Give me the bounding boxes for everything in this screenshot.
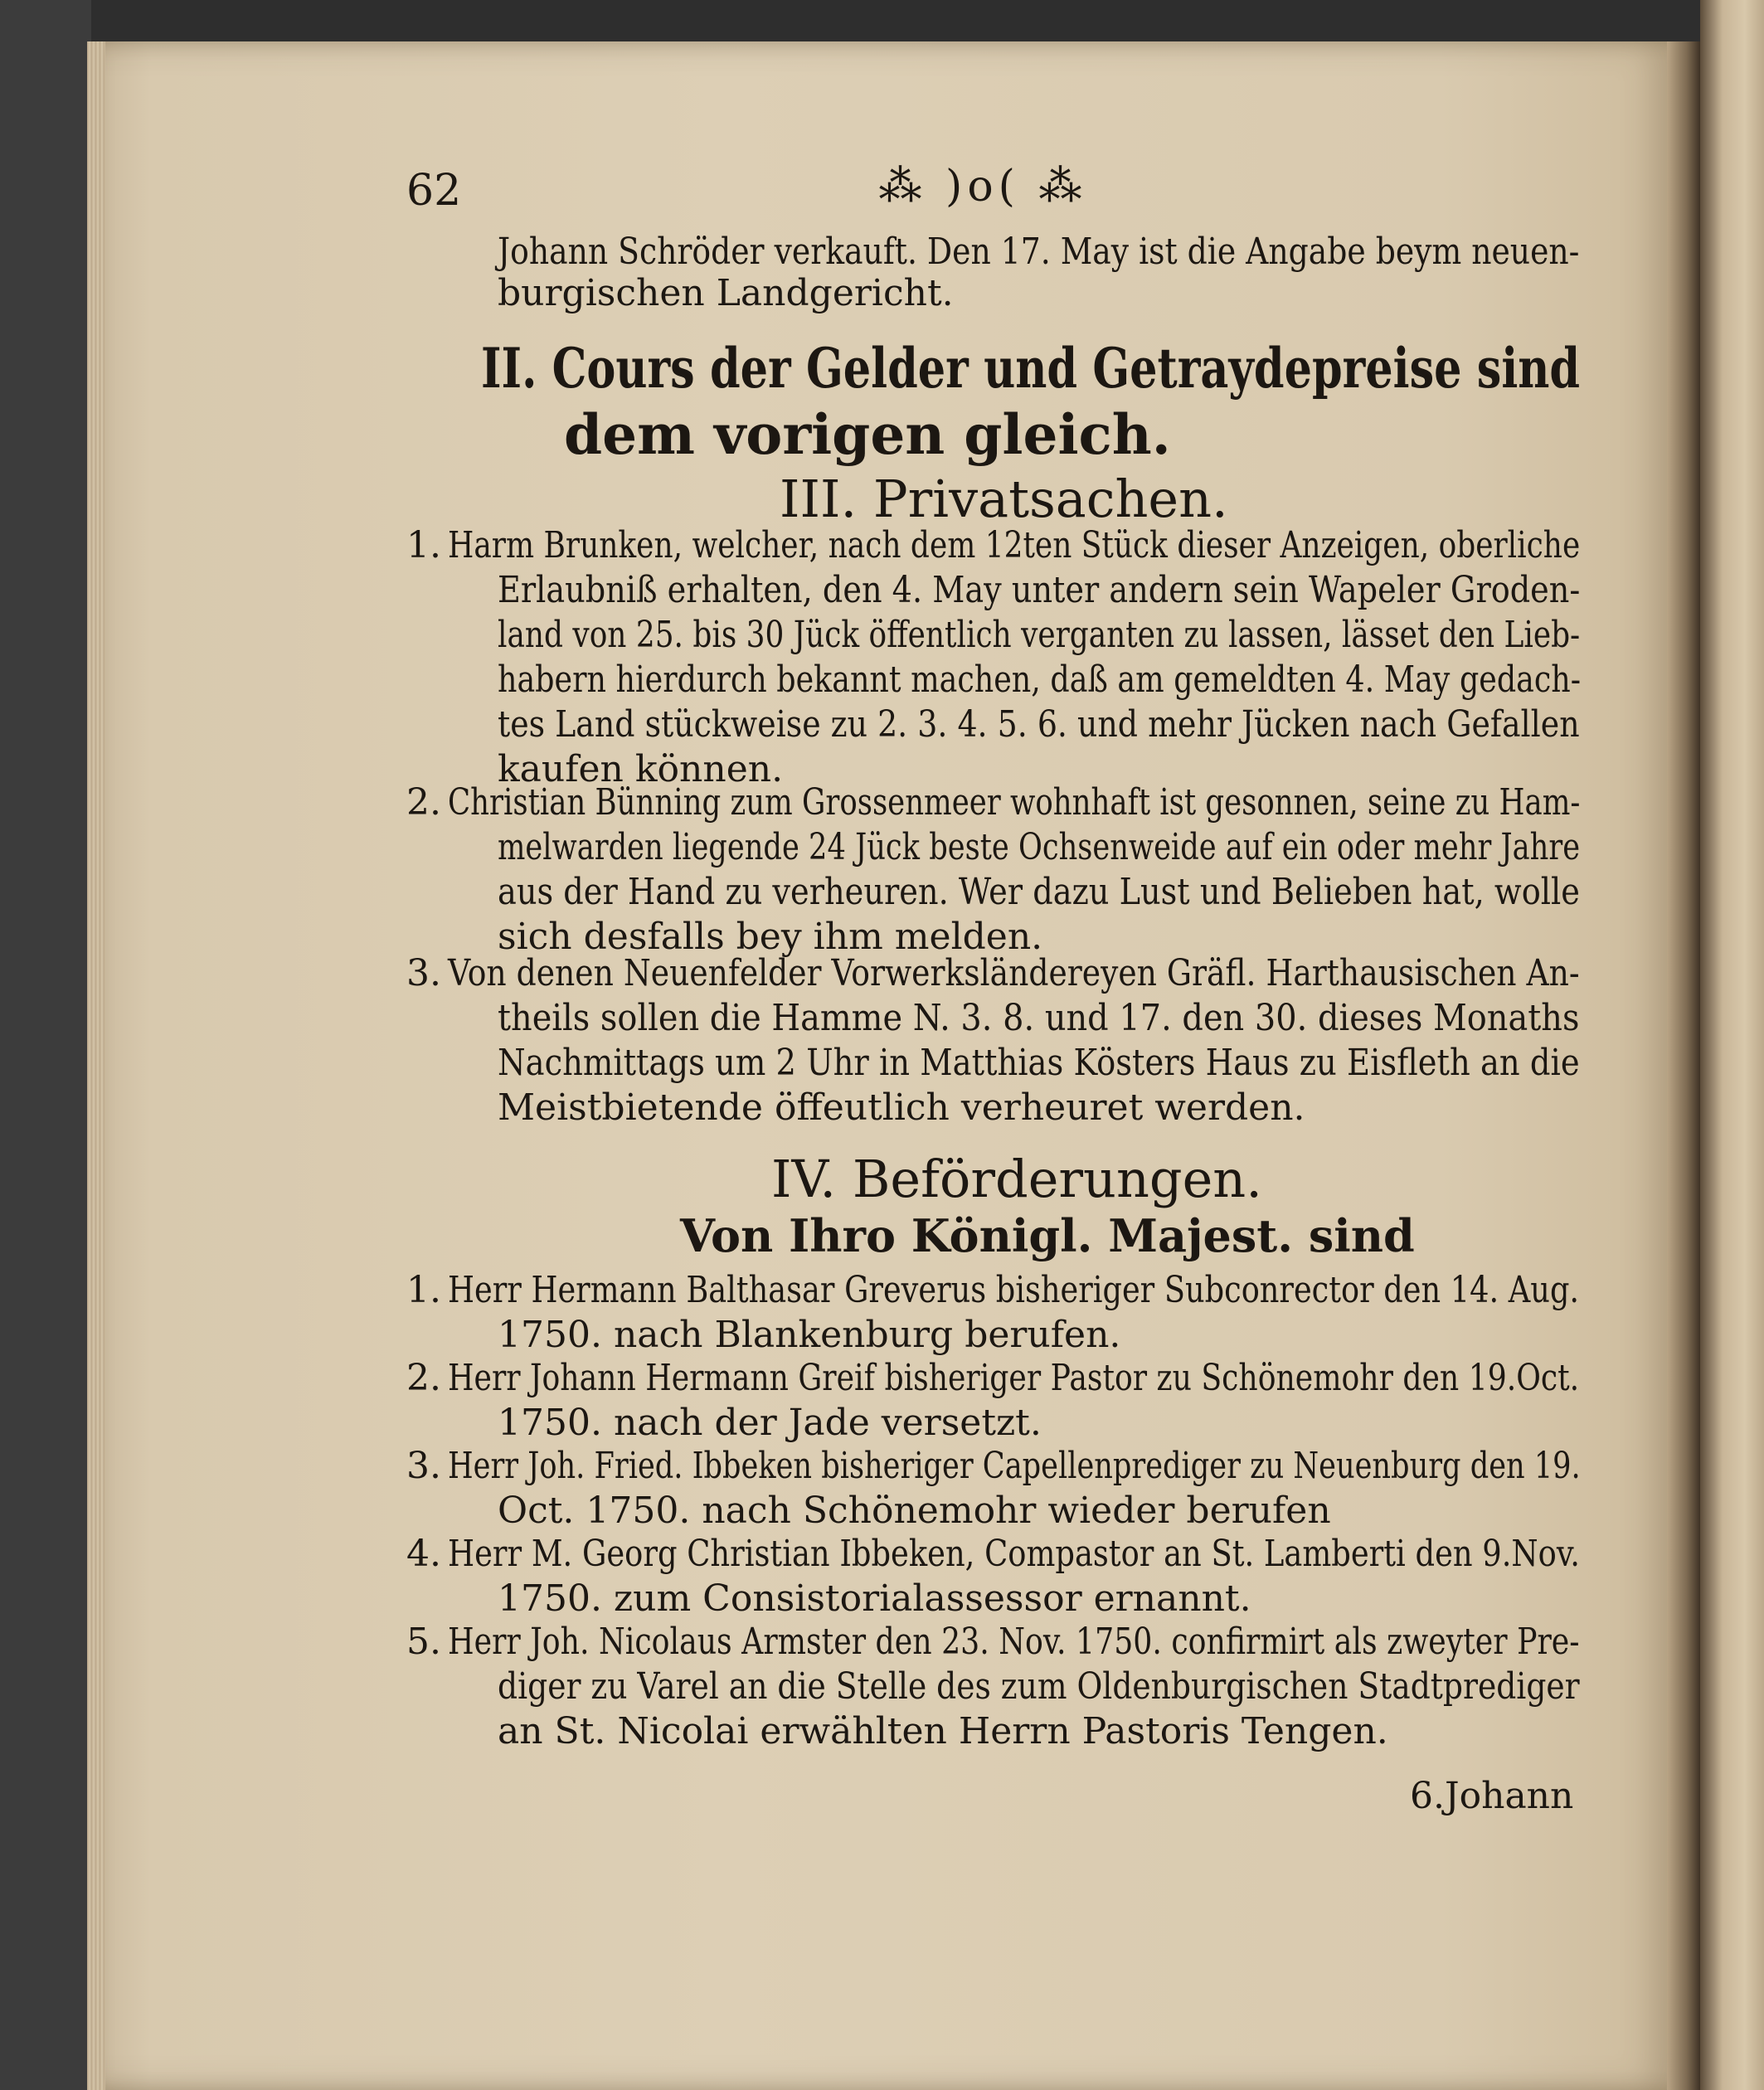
list-item-line: melwarden liegende 24 Jück beste Ochsenweide auf ein oder mehr Jahre bbox=[498, 826, 1581, 868]
list-item: Herr Joh. Fried. Ibbeken bisheriger Capellenprediger zu Neuenburg den 19. bbox=[448, 1445, 1581, 1487]
list-item-line: 1750. nach Blankenburg berufen. bbox=[498, 1314, 1121, 1356]
list-item-line: aus der Hand zu verheuren. Wer dazu Lust und Belieben hat, wolle bbox=[498, 871, 1580, 913]
list-item: Harm Brunken, welcher, nach dem 12ten Stück dieser Anzeigen, oberliche bbox=[448, 524, 1581, 566]
catchword: 6.Johann bbox=[1410, 1775, 1574, 1817]
intro-line: burgischen Landgericht. bbox=[498, 272, 954, 314]
section-iv-heading: IV. Beförderungen. bbox=[771, 1149, 1262, 1209]
item-number: 1. bbox=[406, 524, 441, 566]
item-number: 2. bbox=[406, 781, 441, 824]
item-number: 5. bbox=[406, 1621, 441, 1663]
facing-page-edge bbox=[1700, 0, 1764, 2090]
list-item: Herr Johann Hermann Greif bisheriger Pastor zu Schönemohr den 19.Oct. bbox=[448, 1357, 1580, 1399]
item-number: 3. bbox=[406, 1445, 441, 1487]
section-ii-heading: II. Cours der Gelder und Getraydepreise sind bbox=[481, 336, 1581, 401]
header-ornament: ⁂ )o( ⁂ bbox=[878, 162, 1087, 211]
list-item-line: an St. Nicolai erwählten Herrn Pastoris Tengen. bbox=[498, 1710, 1388, 1752]
list-item: Von denen Neuenfelder Vorwerksländereyen Gräfl. Harthausischen An- bbox=[448, 952, 1580, 994]
section-ii-heading-cont: dem vorigen gleich. bbox=[564, 402, 1171, 467]
list-item-line: tes Land stückweise zu 2. 3. 4. 5. 6. und mehr Jücken nach Gefallen bbox=[498, 703, 1580, 746]
list-item-line: Meistbietende öffeutlich verheuret werden. bbox=[498, 1086, 1305, 1129]
list-item-line: Erlaubniß erhalten, den 4. May unter andern sein Wapeler Groden- bbox=[498, 569, 1581, 611]
list-item-line: habern hierdurch bekannt machen, daß am gemeldten 4. May gedach- bbox=[498, 659, 1582, 701]
item-number: 1. bbox=[406, 1269, 441, 1311]
list-item-line: Nachmittags um 2 Uhr in Matthias Kösters Haus zu Eisfleth an die bbox=[498, 1042, 1580, 1084]
list-item-line: theils sollen die Hamme N. 3. 8. und 17. den 30. dieses Monaths bbox=[498, 997, 1580, 1039]
list-item-line: Oct. 1750. nach Schönemohr wieder berufen bbox=[498, 1490, 1331, 1532]
list-item: Christian Bünning zum Grossenmeer wohnhaft ist gesonnen, seine zu Ham- bbox=[448, 781, 1581, 824]
list-item-line: land von 25. bis 30 Jück öffentlich verganten zu lassen, lässet den Lieb- bbox=[498, 614, 1581, 656]
list-item-line: diger zu Varel an die Stelle des zum Oldenburgischen Stadtprediger bbox=[498, 1665, 1580, 1708]
page-number: 62 bbox=[406, 166, 462, 216]
list-item-line: kaufen können. bbox=[498, 748, 784, 790]
item-number: 2. bbox=[406, 1357, 441, 1399]
page-edge-stack bbox=[87, 41, 105, 2090]
list-item: Herr M. Georg Christian Ibbeken, Compastor an St. Lamberti den 9.Nov. bbox=[448, 1533, 1580, 1575]
item-number: 4. bbox=[406, 1533, 441, 1575]
section-iii-heading: III. Privatsachen. bbox=[780, 469, 1228, 529]
list-item-line: sich desfalls bey ihm melden. bbox=[498, 916, 1043, 958]
intro-line: Johann Schröder verkauft. Den 17. May ist die Angabe beym neuen- bbox=[498, 231, 1580, 273]
section-iv-subheading: Von Ihro Königl. Majest. sind bbox=[680, 1209, 1415, 1262]
item-number: 3. bbox=[406, 952, 441, 994]
book-gutter bbox=[1667, 41, 1700, 2090]
scanner-backdrop-left bbox=[0, 0, 91, 2090]
list-item: Herr Hermann Balthasar Greverus bisheriger Subconrector den 14. Aug. bbox=[448, 1269, 1580, 1311]
list-item: Herr Joh. Nicolaus Armster den 23. Nov. 1750. confirmirt als zweyter Pre- bbox=[448, 1621, 1580, 1663]
list-item-line: 1750. nach der Jade versetzt. bbox=[498, 1402, 1042, 1444]
list-item-line: 1750. zum Consistorialassessor ernannt. bbox=[498, 1577, 1251, 1620]
